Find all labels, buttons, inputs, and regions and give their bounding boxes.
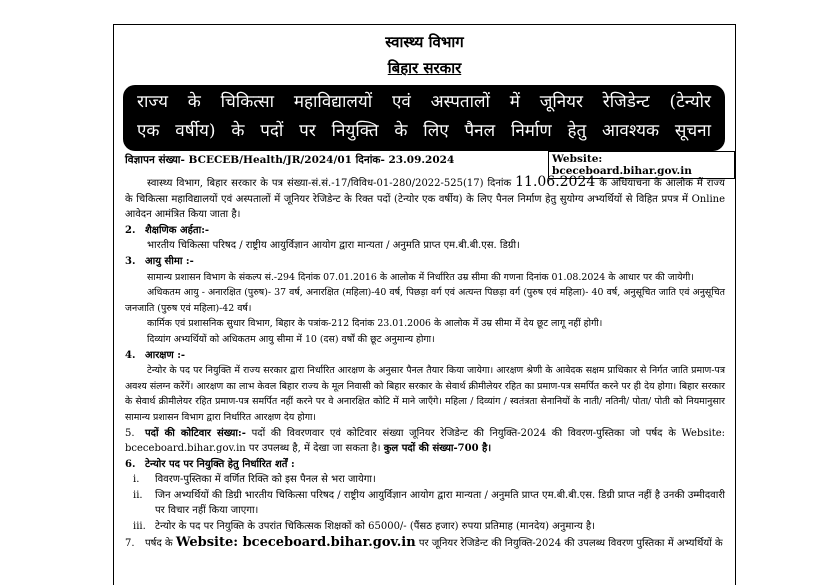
section-5-paragraph [125, 426, 725, 457]
section-7-website: Website: bceceboard.bihar.gov.in [175, 534, 416, 550]
list-item-text: टेन्योर के पद पर नियुक्ति के उपरांत चिकित्सक शिक्षकों को 65000/- (पैंसठ हजार) रुपया प्रतिमाह (मानदेय) अनुमान्य है। [155, 521, 595, 533]
list-item-marker: i. [133, 474, 140, 486]
government-name: बिहार सरकार [387, 59, 462, 77]
section-4-title: आरक्षण :- [145, 349, 186, 361]
section-5-title: पदों की कोटिवार संख्या:- [145, 427, 246, 439]
government-title [114, 58, 735, 78]
section-3-line-1: सामान्य प्रशासन विभाग के संकल्प सं.-294 दिनांक 07.01.2016 के आलोक में निर्धारित उम्र सीमा की गणना दिनांक 01.08.2024 के आधार पर की जायेगी। [147, 271, 694, 283]
section-5-total-posts: कुल पदों की संख्या-700 है। [383, 443, 492, 455]
list-item [125, 472, 725, 488]
section-2-title: शैक्षणिक अर्हता:- [145, 224, 210, 236]
section-5-website: bceceboard.bihar.gov.in [125, 443, 246, 455]
notice-banner [123, 85, 725, 151]
banner-line-2: एक वर्षीय) के पदों पर नियुक्ति के लिए पैनल निर्माण हेतु आवश्यक सूचना [137, 121, 711, 141]
section-6-title: टेन्योर पद पर नियुक्ति हेतु निर्धारित शर्तें : [145, 458, 295, 470]
intro-part-2: के अधियाचना के आलोक में राज्य के चिकित्सा महाविद्यालयों एवं अस्पतालों में जूनियर रेजिडेन्ट के रिक्त पदों (टेन्योर एक वर्षीय) के लिए पैनल निर्माण हेतु सुयोग्य अभ्यर्थियों से विहित प्रपत्र में Online आवेदन आमंत्रित किया जाता है। [125, 178, 725, 221]
list-item-marker: ii. [133, 489, 143, 501]
section-2-text: भारतीय चिकित्सा परिषद / राष्ट्रीय आयुर्विज्ञान आयोग द्वारा मान्यता / अनुमति प्राप्त एम.बी.बी.एस. डिग्री। [147, 240, 520, 252]
list-item [125, 488, 725, 519]
section-7-number: 7. [125, 537, 135, 549]
section-3-title: आयु सीमा :- [145, 255, 194, 267]
notice-body [125, 175, 725, 551]
list-item-text: जिन अभ्यर्थियों की डिग्री भारतीय चिकित्सा परिषद / राष्ट्रीय आयुर्विज्ञान आयोग द्वारा मान्यता / अनुमति प्राप्त एम.बी.बी.एस. डिग्री प्राप्त नहीं है उनकी उम्मीदवारी पर विचार नहीं किया जाएगा। [155, 489, 725, 517]
section-6-heading [125, 457, 725, 473]
intro-paragraph [125, 175, 725, 223]
section-7-text-1: पर्षद के [145, 537, 176, 549]
section-6-number: 6. [125, 458, 136, 470]
section-3-line-3: कार्मिक एवं प्रशासनिक सुधार विभाग, बिहार के पत्रांक-212 दिनांक 23.01.2006 के आलोक में उम्र सीमा में देय छूट लागू नहीं होगी। [147, 318, 603, 330]
section-3-number: 3. [125, 255, 136, 267]
section-2-heading [125, 223, 725, 239]
section-2-number: 2. [125, 224, 136, 236]
section-4-heading [125, 348, 725, 364]
list-item-marker: iii. [133, 521, 146, 533]
section-5-number: 5. [125, 427, 135, 439]
section-3-line-2: अधिकतम आयु - अनारक्षित (पुरुष)- 37 वर्ष, अनारक्षित (महिला)-40 वर्ष, पिछड़ा वर्ग एवं अत्यन्त पिछड़ा वर्ग (पुरुष एवं महिला)- 40 वर्ष, अनुसूचित जाति एवं अनुसूचित जनजाति (पुरुष एवं महिला)-42 वर्ष। [125, 287, 725, 314]
list-item [125, 519, 725, 535]
advertisement-number: विज्ञापन संख्या- BCECEB/Health/JR/2024/01 दिनांक- 23.09.2024 [125, 154, 455, 166]
section-4-text: टेन्योर के पद पर नियुक्ति में राज्य सरकार द्वारा निर्धारित आरक्षण के अनुसार पैनल तैयार किया जायेगा। आरक्षण श्रेणी के आवेदक सक्षम प्राधिकार से निर्गत जाति प्रमाण-पत्र अवश्य संलग्न करेंगें। आरक्षण का लाभ केवल बिहार राज्य के मूल निवासी को बिहार सरकार के सेवार्थ क्रीमीलेयर रहित का प्रमाण-पत्र समर्पित करने पर ही देय होगा। बिहार सरकार के सेवार्थ क्रीमीलेयर रहित प्रमाण-पत्र समर्पित नहीं करने पर वे अनारक्षित कोटि में माने जाएँगे। महिला / दिव्यांग / स्वतंत्रता सेनानियों के नाती/ नतिनी/ पोता/ पोती को नियमानुसार सामान्य प्रशासन विभाग द्वारा निर्धारित आरक्षण देय होगा। [125, 365, 725, 423]
section-3-heading [125, 254, 725, 270]
section-7-text-2: पर जूनियर रेजिडेन्ट की नियुक्ति-2024 की उपलब्ध विवरण पुस्तिका में अभ्यर्थियों के [415, 537, 723, 549]
list-item-text: विवरण-पुस्तिका में वर्णित रिक्ति को इस पैनल से भरा जायेगा। [155, 474, 376, 486]
intro-part-1: स्वास्थ्य विभाग, बिहार सरकार के पत्र संख्या-सं.सं.-17/विविध-01-280/2022-525(17) दिनांक [147, 178, 516, 189]
section-4-number: 4. [125, 349, 136, 361]
section-3-line-4: दिव्यांग अभ्यर्थियों को अधिकतम आयु सीमा में 10 (दस) वर्षों की छूट अनुमान्य होगा। [147, 333, 435, 345]
section-7-paragraph [125, 535, 725, 552]
section-5-text-2: पर उपलब्ध है, में देखा जा सकता है। [245, 443, 384, 455]
website-box: Website: bceceboard.bihar.gov.in [548, 151, 735, 179]
department-title: स्वास्थ्य विभाग [385, 33, 464, 51]
section-5-text-1: पदों की विवरणवार एवं कोटिवार संख्या जूनियर रेजिडेन्ट की नियुक्ति-2024 की विवरण-पुस्तिका जो पर्षद के Website: [245, 427, 725, 439]
intro-date: 11.06.2024 [515, 174, 596, 190]
banner-line-1: राज्य के चिकित्सा महाविद्यालयों एवं अस्पतालों में जूनियर रेजिडेन्ट (टेन्योर [137, 92, 711, 112]
notice-page [113, 24, 736, 585]
